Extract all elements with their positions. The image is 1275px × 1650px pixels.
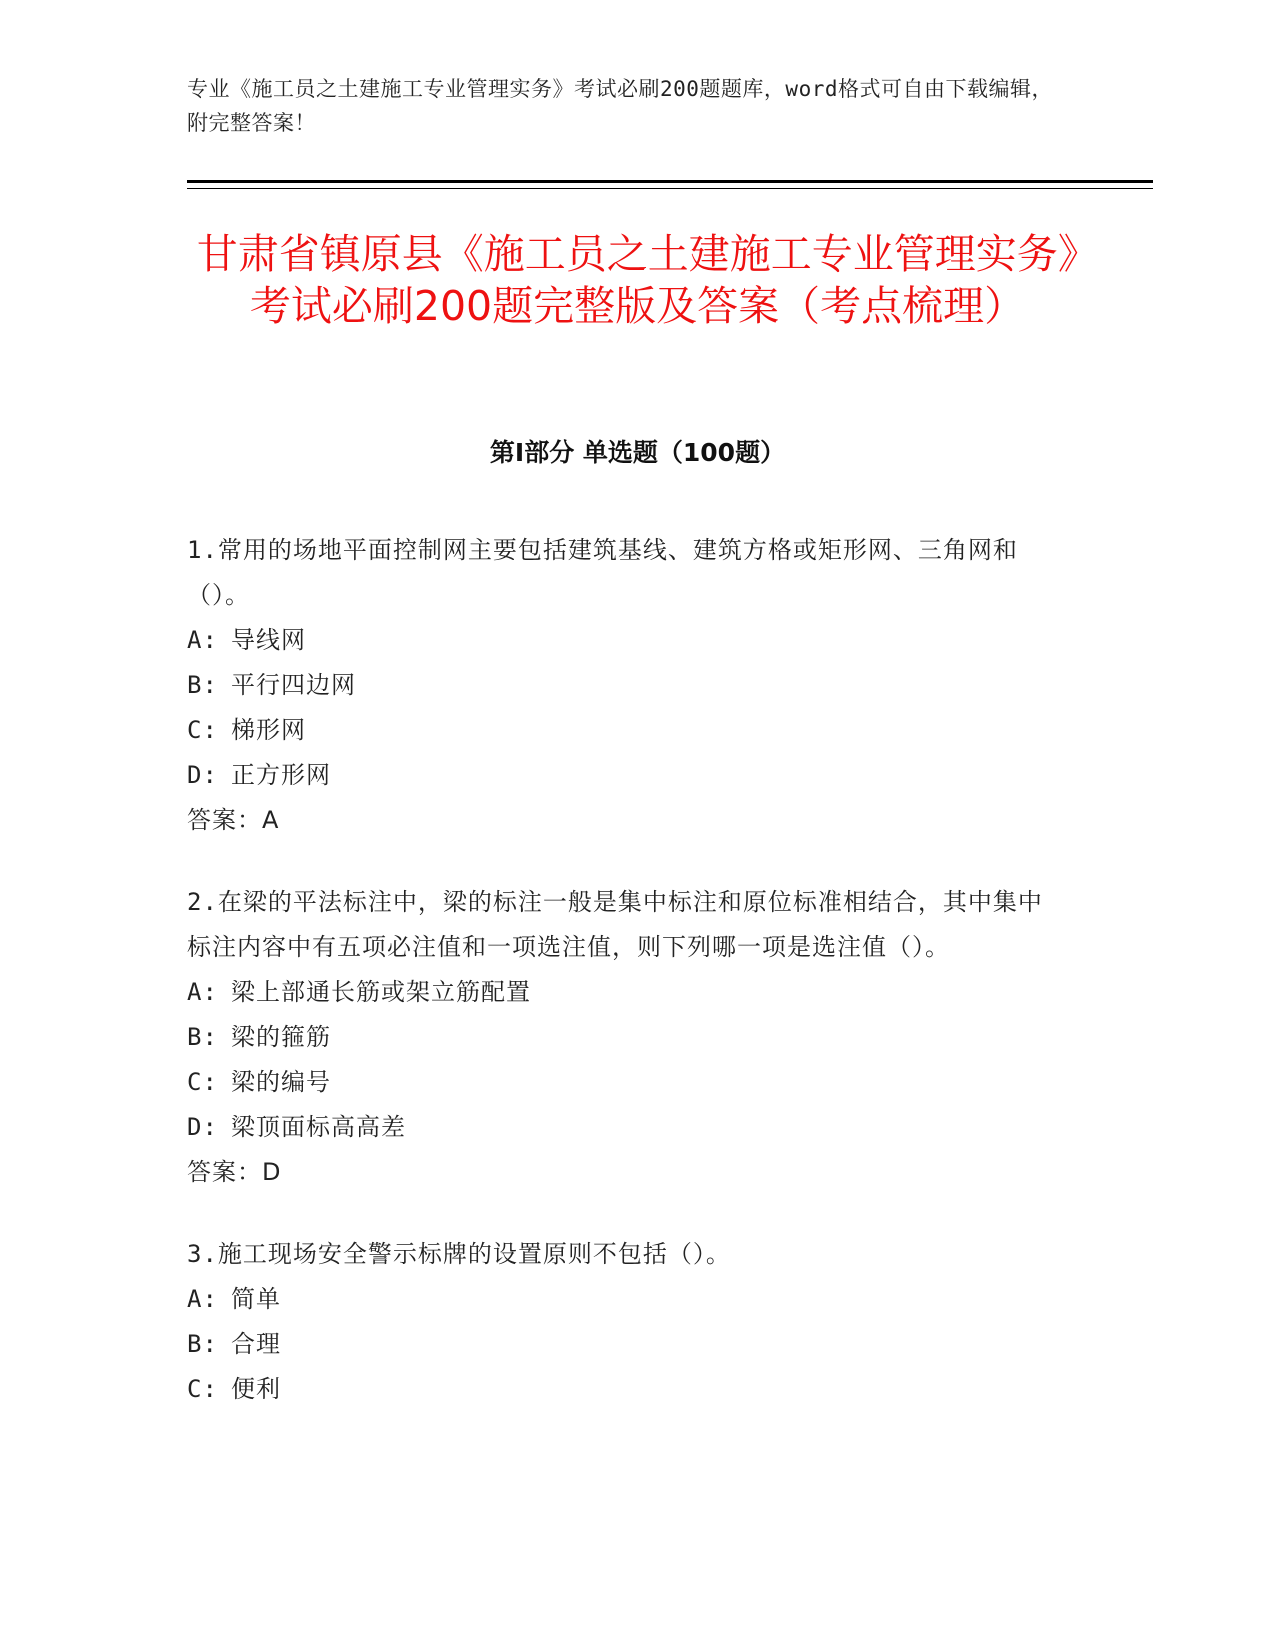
option-key: C:	[187, 716, 218, 744]
option-text: 简单	[231, 1285, 281, 1313]
option-key: B:	[187, 1023, 218, 1051]
option-d	[187, 753, 1067, 798]
option-a	[187, 618, 1067, 663]
option-text: 梁顶面标高高差	[231, 1113, 406, 1141]
option-key: B:	[187, 671, 218, 699]
option-key: A:	[187, 978, 218, 1006]
option-a	[187, 970, 1067, 1015]
option-c	[187, 708, 1067, 753]
option-text: 导线网	[231, 626, 306, 654]
option-b	[187, 1322, 1067, 1367]
option-key: B:	[187, 1330, 218, 1358]
option-text: 便利	[231, 1375, 281, 1403]
answer-line: 答案：A	[187, 806, 280, 834]
header-divider-thin	[187, 188, 1153, 189]
answer-line: 答案：D	[187, 1158, 282, 1186]
option-text: 梁的编号	[231, 1068, 331, 1096]
question-stem: 1.常用的场地平面控制网主要包括建筑基线、建筑方格或矩形网、三角网和（）。	[187, 536, 1018, 609]
question-3	[187, 1232, 1067, 1412]
question-1	[187, 528, 1067, 843]
option-c	[187, 1367, 1067, 1412]
question-2	[187, 880, 1067, 1195]
header-divider-thick	[187, 180, 1153, 183]
document-title: 甘肃省镇原县《施工员之土建施工专业管理实务》考试必刷200题完整版及答案（考点梳理）	[196, 230, 1079, 330]
question-list	[187, 528, 1067, 1449]
option-key: A:	[187, 1285, 218, 1313]
option-text: 正方形网	[231, 761, 331, 789]
option-key: D:	[187, 1113, 218, 1141]
option-key: A:	[187, 626, 218, 654]
section-title: 第Ⅰ部分 单选题（100题）	[489, 438, 786, 467]
option-text: 合理	[231, 1330, 281, 1358]
option-text: 梁上部通长筋或架立筋配置	[231, 978, 531, 1006]
option-key: C:	[187, 1068, 218, 1096]
option-text: 梯形网	[231, 716, 306, 744]
option-d	[187, 1105, 1067, 1150]
option-key: D:	[187, 761, 218, 789]
question-stem: 2.在梁的平法标注中，梁的标注一般是集中标注和原位标准相结合，其中集中标注内容中有五项必注值和一项选注值，则下列哪一项是选注值（）。	[187, 888, 1043, 961]
question-stem: 3.施工现场安全警示标牌的设置原则不包括（）。	[187, 1240, 731, 1268]
option-text: 梁的箍筋	[231, 1023, 331, 1051]
option-text: 平行四边网	[231, 671, 356, 699]
option-b	[187, 1015, 1067, 1060]
option-key: C:	[187, 1375, 218, 1403]
option-a	[187, 1277, 1067, 1322]
option-b	[187, 663, 1067, 708]
option-c	[187, 1060, 1067, 1105]
header-note: 专业《施工员之土建施工专业管理实务》考试必刷200题题库，word格式可自由下载编辑，附完整答案！	[187, 77, 1053, 135]
